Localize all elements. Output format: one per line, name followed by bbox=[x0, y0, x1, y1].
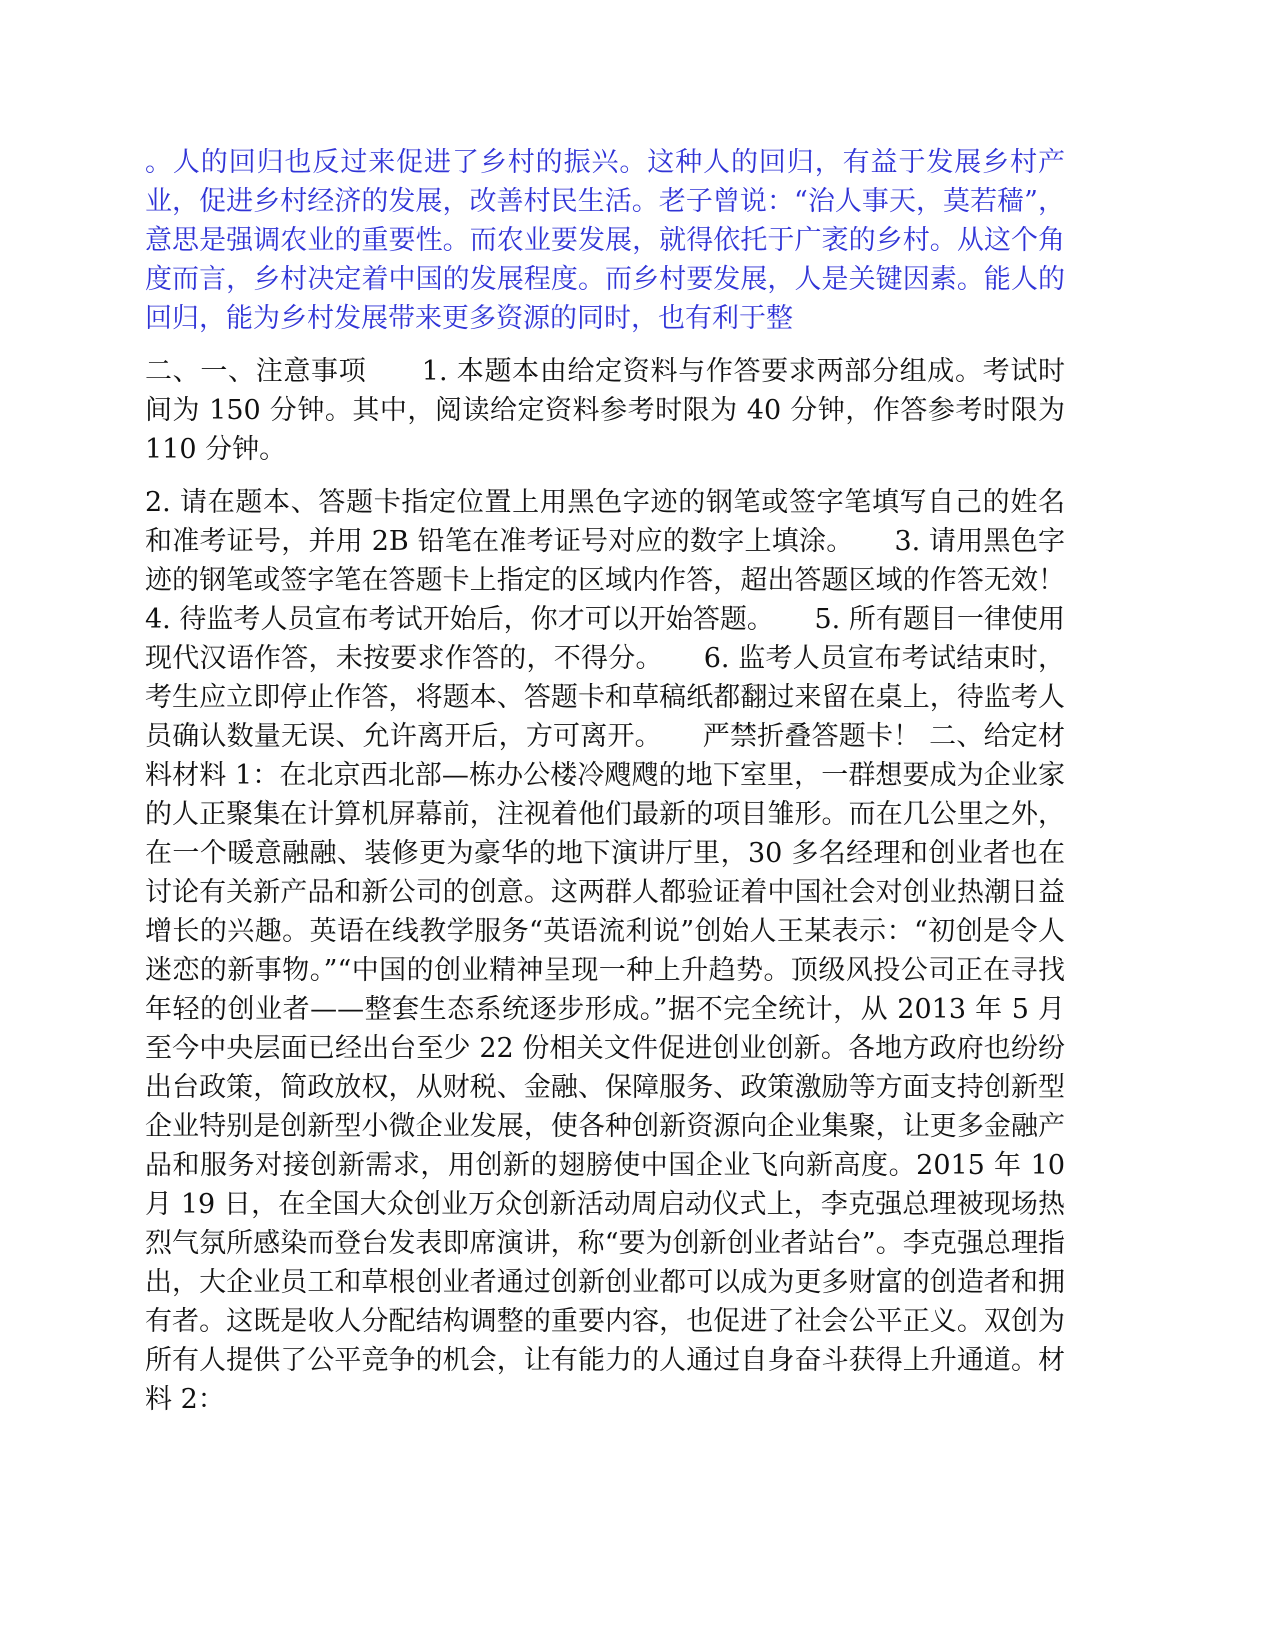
notice-paragraph: 二、一、注意事项 1. 本题本由给定资料与作答要求两部分组成。考试时间为 150 分钟。其中，阅读给定资料参考时限为 40 分钟，作答参考时限为 110 分钟。 bbox=[145, 356, 1074, 465]
material-paragraph: 2. 请在题本、答题卡指定位置上用黑色字迹的钢笔或签字笔填写自己的姓名和准考证号，并用 2B 铅笔在准考证号对应的数字上填涂。 3. 请用黑色字迹的钢笔或签字笔在答题卡上指定的区域内作答，超出答题区域的作答无效！ 4. 待监考人员宣布考试开始后，你才可以开始答题。 5. 所有题目一律使用现代汉语作答，未按要求作答的，不得分。 6. 监考人员宣布考试结束时，考生应立即停止作答，将题本、答题卡和草稿纸都翻过来留在桌上，待监考人员确认数量无误、允许离开后，方可离开。 严禁折叠答题卡！ 二、给定材料材料 1：在北京西北部—栋办公楼冷飕飕的地下室里，一群想要成为企业家的人正聚集在计算机屏幕前，注视着他们最新的项目雏形。而在几公里之外，在一个暖意融融、装修更为豪华的地下演讲厅里，30 多名经理和创业者也在讨论有关新产品和新公司的创意。这两群人都验证着中国社会对创业热潮日益增长的兴趣。英语在线教学服务“英语流利说”创始人王某表示：“初创是令人迷恋的新事物。”“中国的创业精神呈现一种上升趋势。顶级风投公司正在寻找年轻的创业者——整套生态系统逐步形成。”据不完全统计，从 2013 年 5 月至今中央层面已经出台至少 22 份相关文件促进创业创新。各地方政府也纷纷出台政策，简政放权，从财税、金融、保障服务、政策激励等方面支持创新型企业特别是创新型小微企业发展，使各种创新资源向企业集聚，让更多金融产品和服务对接创新需求，用创新的翅膀使中国企业飞向新高度。2015 年 10 月 19 日，在全国大众创业万众创新活动周启动仪式上，李克强总理被现场热烈气氛所感染而登台发表即席演讲，称“要为创新创业者站台”。李克强总理指出，大企业员工和草根创业者通过创新创业都可以成为更多财富的创造者和拥有者。这既是收人分配结构调整的重要内容，也促进了社会公平正义。双创为所有人提供了公平竞争的机会，让有能力的人通过自身奋斗获得上升通道。材料 2： bbox=[145, 487, 1119, 1415]
highlighted-paragraph: 。人的回归也反过来促进了乡村的振兴。这种人的回归，有益于发展乡村产业，促进乡村经济的发展，改善村民生活。老子曾说：“治人事天，莫若穑”，意思是强调农业的重要性。而农业要发展，就得依托于广袤的乡村。从这个角度而言，乡村决定着中国的发展程度。而乡村要发展，人是关键因素。能人的回归，能为乡村发展带来更多资源的同时，也有利于整 bbox=[145, 147, 1065, 334]
